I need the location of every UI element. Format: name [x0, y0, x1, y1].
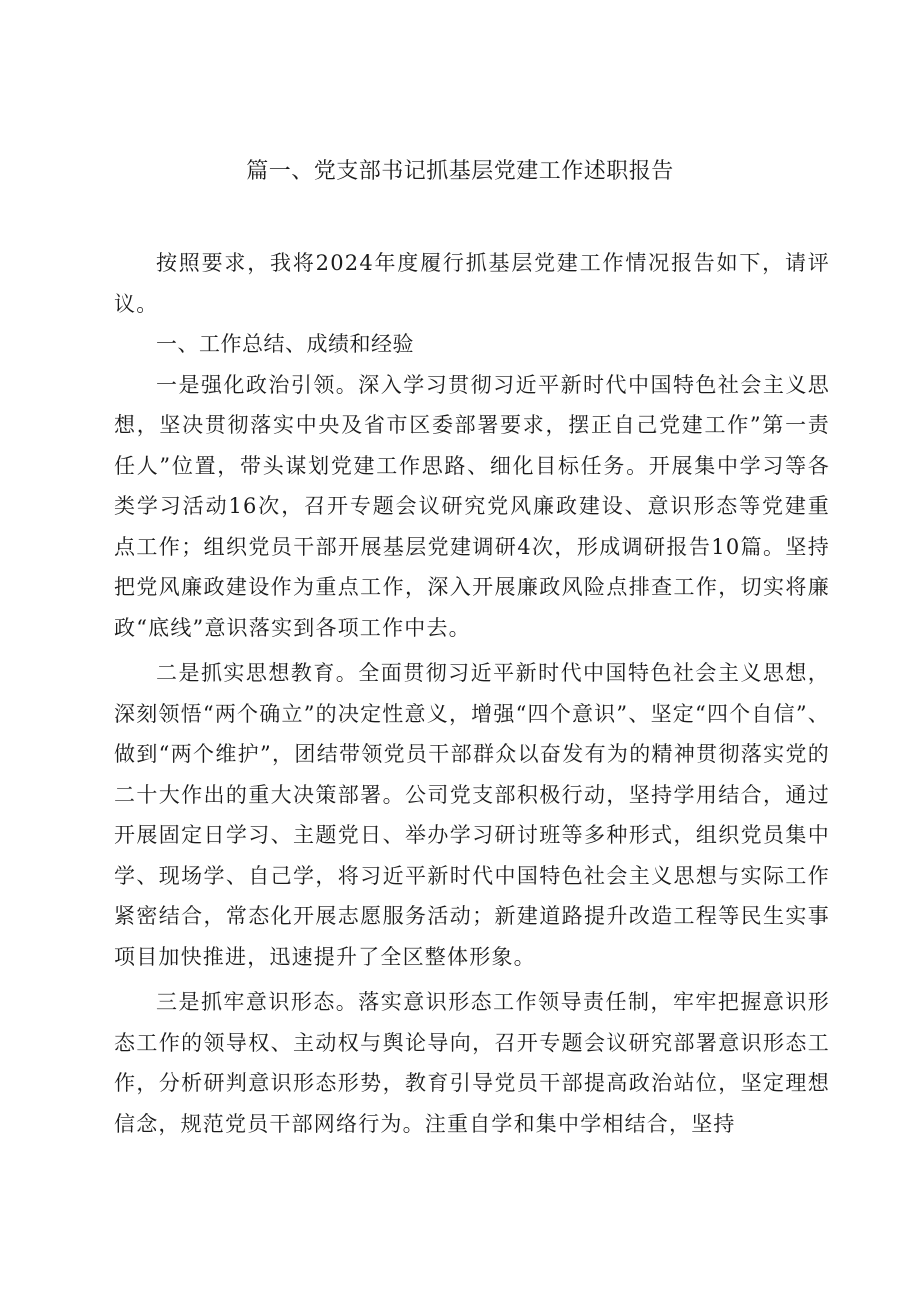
- paragraph-ideology-work: 三是抓牢意识形态。落实意识形态工作领导责任制，牢牢把握意识形态工作的领导权、主动权与舆论导向，召开专题会议研究部署意识形态工作，分析研判意识形态形势，教育引导党员干部提高政治站位，坚定理想信念，规范党员干部网络行为。注重自学和集中学相结合，坚持: [114, 990, 830, 1136]
- section-heading: 一、工作总结、成绩和经验: [156, 332, 414, 356]
- document-body: [114, 243, 830, 1144]
- paragraph-political-guidance: 一是强化政治引领。深入学习贯彻习近平新时代中国特色社会主义思想，坚决贯彻落实中央及省市区委部署要求，摆正自己党建工作”第一责任人”位置，带头谋划党建工作思路、细化目标任务。开展集中学习等各类学习活动16次，召开专题会议研究党风廉政建设、意识形态等党建重点工作；组织党员干部开展基层党建调研4次，形成调研报告10篇。坚持把党风廉政建设作为重点工作，深入开展廉政风险点排查工作，切实将廉政“底线”意识落实到各项工作中去。: [114, 372, 830, 640]
- paragraph-ideological-education: 二是抓实思想教育。全面贯彻习近平新时代中国特色社会主义思想，深刻领悟“两个确立”的决定性意义，增强“四个意识”、坚定“四个自信”、做到“两个维护”，团结带领党员干部群众以奋发有为的精神贯彻落实党的二十大作出的重大决策部署。公司党支部积极行动，坚持学用结合，通过开展固定日学习、主题党日、举办学习研讨班等多种形式，组织党员集中学、现场学、自己学，将习近平新时代中国特色社会主义思想与实际工作紧密结合，常态化开展志愿服务活动；新建道路提升改造工程等民生实事项目加快推进，迅速提升了全区整体形象。: [114, 661, 830, 969]
- intro-paragraph: 按照要求，我将2024年度履行抓基层党建工作情况报告如下，请评议。: [114, 251, 830, 316]
- document-title: 篇一、党支部书记抓基层党建工作述职报告: [246, 159, 674, 184]
